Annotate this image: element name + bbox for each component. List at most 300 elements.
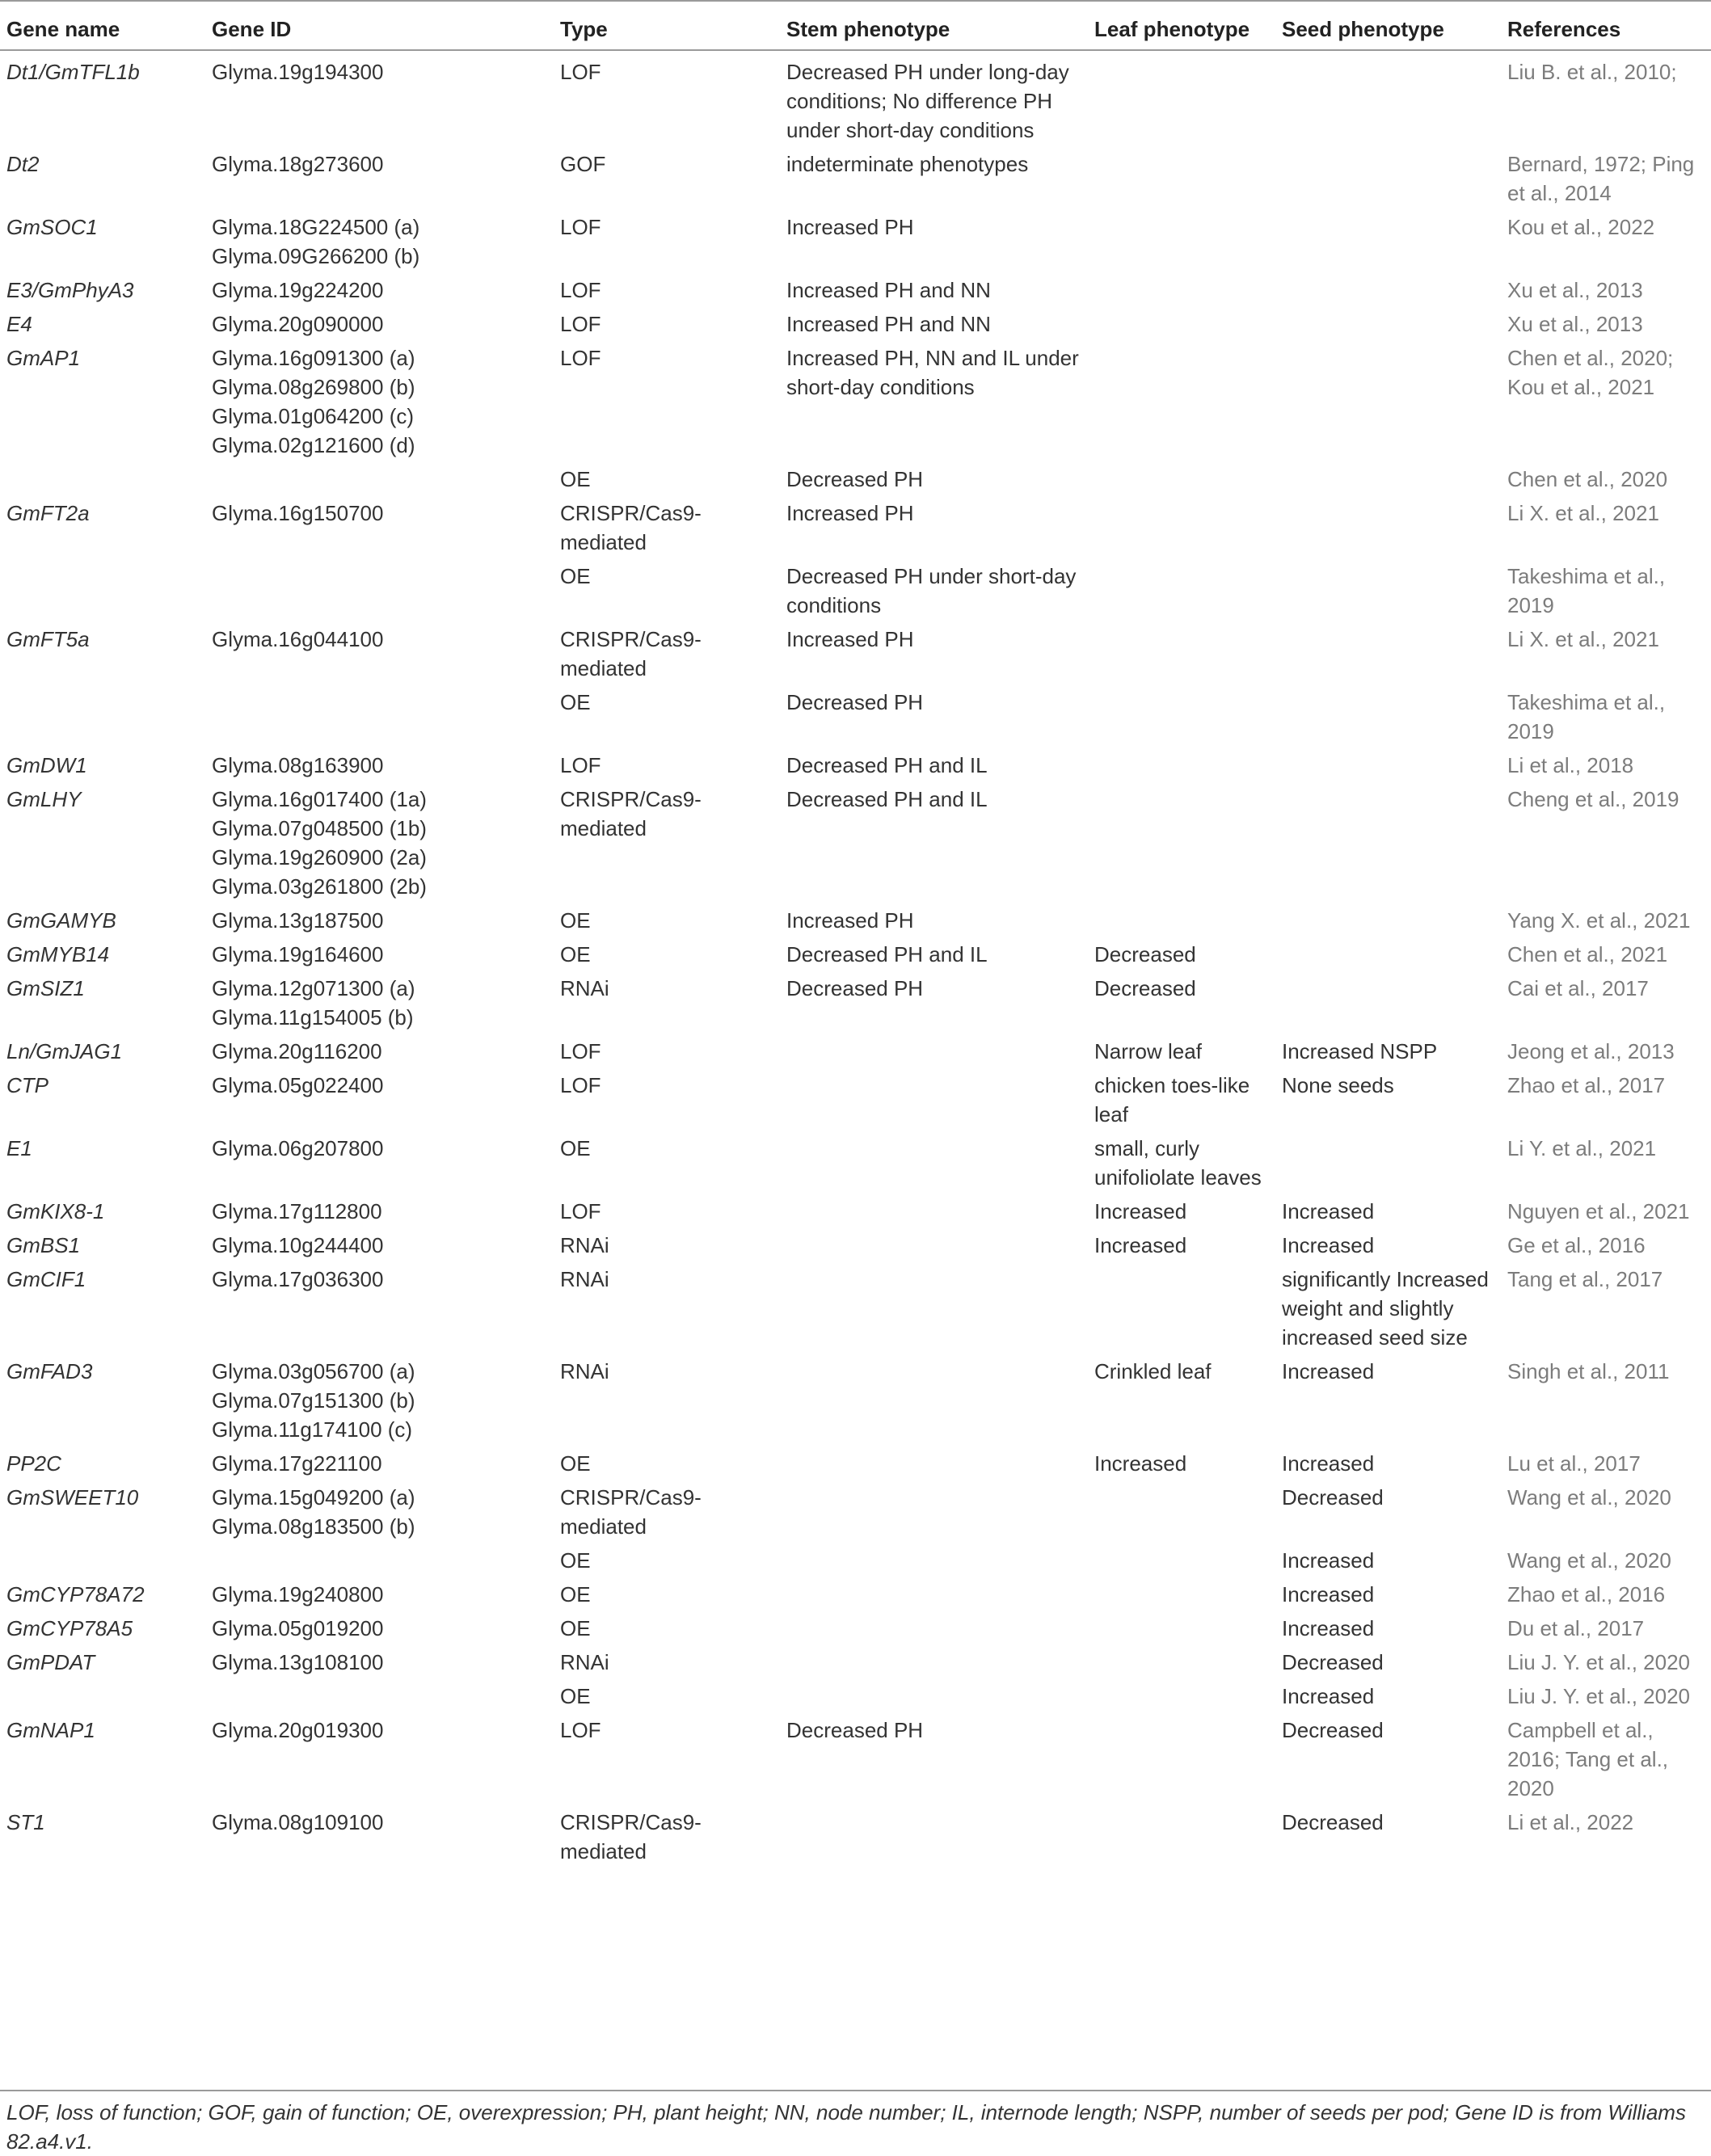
type-cell: OE — [560, 942, 591, 966]
gene-id: Glyma.11g154005 (b) — [212, 1005, 414, 1030]
gene-id-cell — [205, 1577, 554, 1611]
leaf-phenotype-cell: Narrow leaf — [1094, 1039, 1202, 1063]
reference-cell: Singh et al., 2011 — [1507, 1359, 1670, 1383]
stem-phenotype-cell — [780, 1446, 1088, 1480]
table-row — [0, 1354, 1711, 1446]
type-cell: RNAi — [560, 1233, 609, 1257]
gene-name-cell: GmAP1 — [6, 346, 81, 370]
reference-cell: Chen et al., 2020 — [1507, 467, 1668, 491]
leaf-phenotype-cell: chicken toes-like leaf — [1094, 1073, 1250, 1126]
leaf-phenotype-cell — [1088, 559, 1275, 622]
table-header — [0, 1, 1711, 50]
leaf-phenotype-cell — [1088, 1543, 1275, 1577]
type-cell: LOF — [560, 312, 601, 336]
gene-id-cell — [205, 1262, 554, 1354]
stem-phenotype-cell: Decreased PH under long-day conditions; No difference PH under short-day conditions — [786, 60, 1069, 142]
gene-id-cell — [205, 782, 554, 903]
type-cell: LOF — [560, 753, 601, 777]
table-row — [0, 1131, 1711, 1194]
type-cell: CRISPR/Cas9-mediated — [560, 787, 702, 840]
stem-phenotype-cell — [780, 1068, 1088, 1131]
gene-id: Glyma.02g121600 (d) — [212, 433, 415, 457]
table-row — [0, 341, 1711, 462]
reference-cell: Bernard, 1972; Ping et al., 2014 — [1507, 152, 1695, 205]
table-row — [0, 1543, 1711, 1577]
gene-id-cell — [205, 1543, 554, 1577]
seed-phenotype-cell — [1275, 496, 1501, 559]
stem-phenotype-cell — [780, 1131, 1088, 1194]
stem-phenotype-cell: Decreased PH under short-day conditions — [786, 564, 1077, 617]
type-cell: RNAi — [560, 1267, 609, 1291]
gene-name-cell: GmGAMYB — [6, 908, 116, 933]
type-cell: RNAi — [560, 976, 609, 1000]
type-cell: OE — [560, 908, 591, 933]
gene-name-cell: GmSWEET10 — [6, 1485, 139, 1510]
seed-phenotype-cell — [1275, 210, 1501, 273]
gene-name-cell: E3/GmPhyA3 — [6, 278, 134, 302]
stem-phenotype-cell — [780, 1354, 1088, 1446]
stem-phenotype-cell: Decreased PH — [786, 690, 924, 714]
gene-id: Glyma.09G266200 (b) — [212, 244, 420, 268]
reference-cell: Wang et al., 2020 — [1507, 1485, 1671, 1510]
seed-phenotype-cell — [1275, 462, 1501, 496]
seed-phenotype-cell: Increased — [1282, 1451, 1375, 1476]
seed-phenotype-cell — [1275, 341, 1501, 462]
gene-id: Glyma.19g194300 — [212, 60, 384, 84]
gene-id: Glyma.18g273600 — [212, 152, 384, 176]
gene-id: Glyma.19g260900 (2a) — [212, 845, 427, 870]
stem-phenotype-cell — [780, 1577, 1088, 1611]
gene-id: Glyma.17g036300 — [212, 1267, 384, 1291]
gene-id: Glyma.03g056700 (a) — [212, 1359, 415, 1383]
leaf-phenotype-cell — [1088, 462, 1275, 496]
gene-id: Glyma.20g090000 — [212, 312, 384, 336]
leaf-phenotype-cell: Crinkled leaf — [1094, 1359, 1212, 1383]
seed-phenotype-cell: Decreased — [1282, 1810, 1384, 1834]
gene-id-cell — [205, 1194, 554, 1228]
stem-phenotype-cell — [780, 1543, 1088, 1577]
type-cell: LOF — [560, 346, 601, 370]
stem-phenotype-cell: Increased PH — [786, 215, 914, 239]
gene-id-cell — [205, 622, 554, 685]
reference-cell: Takeshima et al., 2019 — [1507, 690, 1666, 743]
gene-id: Glyma.19g240800 — [212, 1582, 384, 1606]
gene-id: Glyma.13g108100 — [212, 1650, 384, 1674]
gene-id: Glyma.06g207800 — [212, 1136, 384, 1160]
stem-phenotype-cell: indeterminate phenotypes — [786, 152, 1029, 176]
gene-id-cell — [205, 1645, 554, 1679]
reference-cell: Liu J. Y. et al., 2020 — [1507, 1684, 1690, 1708]
gene-id: Glyma.07g151300 (b) — [212, 1388, 415, 1413]
reference-cell: Takeshima et al., 2019 — [1507, 564, 1666, 617]
seed-phenotype-cell — [1275, 559, 1501, 622]
leaf-phenotype-cell — [1088, 748, 1275, 782]
reference-cell: Liu B. et al., 2010; — [1507, 60, 1677, 84]
type-cell: CRISPR/Cas9-mediated — [560, 1810, 702, 1863]
table-row — [0, 1577, 1711, 1611]
type-cell: OE — [560, 1136, 591, 1160]
type-cell: OE — [560, 1616, 591, 1640]
type-cell: OE — [560, 1684, 591, 1708]
seed-phenotype-cell: Increased — [1282, 1233, 1375, 1257]
stem-phenotype-cell: Increased PH and NN — [786, 278, 991, 302]
type-cell: OE — [560, 1548, 591, 1573]
leaf-phenotype-cell: small, curly unifoliolate leaves — [1094, 1136, 1262, 1190]
gene-id: Glyma.16g150700 — [212, 501, 384, 525]
type-cell: LOF — [560, 215, 601, 239]
reference-cell: Chen et al., 2021 — [1507, 942, 1668, 966]
gene-id-cell — [205, 685, 554, 748]
stem-phenotype-cell — [780, 1679, 1088, 1713]
stem-phenotype-cell — [780, 1262, 1088, 1354]
seed-phenotype-cell: Increased — [1282, 1199, 1375, 1223]
stem-phenotype-cell: Decreased PH and IL — [786, 753, 988, 777]
leaf-phenotype-cell — [1088, 1262, 1275, 1354]
table-row — [0, 1228, 1711, 1262]
type-cell: RNAi — [560, 1359, 609, 1383]
gene-id-cell — [205, 496, 554, 559]
reference-cell: Li X. et al., 2021 — [1507, 627, 1659, 651]
reference-cell: Ge et al., 2016 — [1507, 1233, 1646, 1257]
table-row — [0, 147, 1711, 210]
table-body — [0, 50, 1711, 1871]
type-cell: RNAi — [560, 1650, 609, 1674]
leaf-phenotype-cell — [1088, 210, 1275, 273]
stem-phenotype-cell — [780, 1228, 1088, 1262]
table-row — [0, 903, 1711, 937]
stem-phenotype-cell: Decreased PH and IL — [786, 942, 988, 966]
type-cell: GOF — [560, 152, 606, 176]
type-cell: LOF — [560, 278, 601, 302]
type-cell: LOF — [560, 60, 601, 84]
type-cell: LOF — [560, 1073, 601, 1097]
gene-id: Glyma.07g048500 (1b) — [212, 816, 427, 840]
gene-name-cell: Ln/GmJAG1 — [6, 1039, 123, 1063]
table-row — [0, 496, 1711, 559]
gene-id-cell — [205, 307, 554, 341]
seed-phenotype-cell: Increased — [1282, 1684, 1375, 1708]
leaf-phenotype-cell — [1088, 1611, 1275, 1645]
stem-phenotype-cell: Decreased PH and IL — [786, 787, 988, 811]
type-cell: CRISPR/Cas9-mediated — [560, 501, 702, 554]
reference-cell: Jeong et al., 2013 — [1507, 1039, 1675, 1063]
seed-phenotype-cell — [1275, 622, 1501, 685]
header-row — [0, 1, 1711, 50]
header-references: References — [1501, 1, 1711, 50]
header-gene-id: Gene ID — [205, 1, 554, 50]
stem-phenotype-cell — [780, 1034, 1088, 1068]
table-row — [0, 1068, 1711, 1131]
leaf-phenotype-cell — [1088, 341, 1275, 462]
stem-phenotype-cell: Increased PH — [786, 501, 914, 525]
gene-name-cell — [0, 1543, 205, 1577]
stem-phenotype-cell — [780, 1645, 1088, 1679]
table-row — [0, 622, 1711, 685]
gene-id: Glyma.17g112800 — [212, 1199, 382, 1223]
table-row — [0, 559, 1711, 622]
header-gene-name: Gene name — [0, 1, 205, 50]
leaf-phenotype-cell: Decreased — [1094, 942, 1196, 966]
table-row — [0, 1034, 1711, 1068]
gene-id-cell — [205, 273, 554, 307]
stem-phenotype-cell: Increased PH — [786, 627, 914, 651]
gene-name-cell: GmCYP78A72 — [6, 1582, 145, 1606]
gene-id-cell — [205, 937, 554, 971]
gene-id-cell — [205, 210, 554, 273]
gene-id-cell — [205, 1068, 554, 1131]
reference-cell: Liu J. Y. et al., 2020 — [1507, 1650, 1690, 1674]
leaf-phenotype-cell — [1088, 273, 1275, 307]
gene-name-cell: GmFT5a — [6, 627, 90, 651]
type-cell: OE — [560, 1451, 591, 1476]
seed-phenotype-cell — [1275, 147, 1501, 210]
stem-phenotype-cell: Decreased PH — [786, 467, 924, 491]
table-footnote: LOF, loss of function; GOF, gain of function; OE, overexpression; PH, plant height; NN, node number; IL, internode length; NSPP, number of seeds per pod; Gene ID is from Williams 82.a4.v1. — [0, 2090, 1711, 2156]
gene-id: Glyma.16g044100 — [212, 627, 384, 651]
seed-phenotype-cell: Increased NSPP — [1282, 1039, 1438, 1063]
seed-phenotype-cell: Increased — [1282, 1359, 1375, 1383]
leaf-phenotype-cell — [1088, 1713, 1275, 1805]
leaf-phenotype-cell: Increased — [1094, 1451, 1187, 1476]
table-row — [0, 1713, 1711, 1805]
gene-id-cell — [205, 1480, 554, 1543]
gene-id: Glyma.08g183500 (b) — [212, 1514, 415, 1539]
seed-phenotype-cell: Decreased — [1282, 1485, 1384, 1510]
reference-cell: Li X. et al., 2021 — [1507, 501, 1659, 525]
gene-name-cell: E4 — [6, 312, 32, 336]
gene-id-cell — [205, 1034, 554, 1068]
gene-id-cell — [205, 1446, 554, 1480]
reference-cell: Li et al., 2018 — [1507, 753, 1634, 777]
gene-id-cell — [205, 559, 554, 622]
gene-id: Glyma.12g071300 (a) — [212, 976, 415, 1000]
leaf-phenotype-cell — [1088, 782, 1275, 903]
table-row — [0, 1446, 1711, 1480]
reference-cell: Lu et al., 2017 — [1507, 1451, 1641, 1476]
seed-phenotype-cell — [1275, 50, 1501, 147]
gene-name-cell: GmFT2a — [6, 501, 90, 525]
type-cell: OE — [560, 1582, 591, 1606]
stem-phenotype-cell — [780, 1611, 1088, 1645]
seed-phenotype-cell — [1275, 307, 1501, 341]
leaf-phenotype-cell — [1088, 1645, 1275, 1679]
gene-id: Glyma.05g019200 — [212, 1616, 384, 1640]
gene-id: Glyma.03g261800 (2b) — [212, 874, 427, 899]
stem-phenotype-cell: Increased PH, NN and IL under short-day conditions — [786, 346, 1079, 399]
reference-cell: Kou et al., 2022 — [1507, 215, 1655, 239]
gene-id-cell — [205, 1713, 554, 1805]
type-cell: LOF — [560, 1039, 601, 1063]
gene-id-cell — [205, 1611, 554, 1645]
reference-cell: Campbell et al., 2016; Tang et al., 2020 — [1507, 1718, 1669, 1800]
header-type: Type — [554, 1, 780, 50]
gene-name-cell: GmFAD3 — [6, 1359, 93, 1383]
gene-id-cell — [205, 1228, 554, 1262]
gene-name-cell — [0, 462, 205, 496]
type-cell: LOF — [560, 1718, 601, 1742]
gene-id: Glyma.17g221100 — [212, 1451, 382, 1476]
reference-cell: Xu et al., 2013 — [1507, 278, 1643, 302]
table-row — [0, 1480, 1711, 1543]
gene-name-cell: GmKIX8-1 — [6, 1199, 105, 1223]
reference-cell: Li et al., 2022 — [1507, 1810, 1634, 1834]
gene-id-cell — [205, 1679, 554, 1713]
leaf-phenotype-cell — [1088, 903, 1275, 937]
reference-cell: Cheng et al., 2019 — [1507, 787, 1679, 811]
gene-id-cell — [205, 50, 554, 147]
gene-id-cell — [205, 341, 554, 462]
gene-name-cell — [0, 1679, 205, 1713]
gene-name-cell: GmDW1 — [6, 753, 87, 777]
stem-phenotype-cell — [780, 1480, 1088, 1543]
gene-name-cell: E1 — [6, 1136, 32, 1160]
seed-phenotype-cell — [1275, 1131, 1501, 1194]
leaf-phenotype-cell — [1088, 1679, 1275, 1713]
header-seed-phenotype: Seed phenotype — [1275, 1, 1501, 50]
table-row — [0, 273, 1711, 307]
reference-cell: Du et al., 2017 — [1507, 1616, 1645, 1640]
gene-id: Glyma.08g269800 (b) — [212, 375, 415, 399]
table-row — [0, 782, 1711, 903]
gene-name-cell — [0, 685, 205, 748]
seed-phenotype-cell — [1275, 903, 1501, 937]
gene-id: Glyma.16g017400 (1a) — [212, 787, 427, 811]
table-row — [0, 1679, 1711, 1713]
gene-name-cell: GmNAP1 — [6, 1718, 95, 1742]
gene-id-cell — [205, 462, 554, 496]
reference-cell: Zhao et al., 2016 — [1507, 1582, 1666, 1606]
reference-cell: Cai et al., 2017 — [1507, 976, 1649, 1000]
gene-name-cell: Dt1/GmTFL1b — [6, 60, 140, 84]
reference-cell: Xu et al., 2013 — [1507, 312, 1643, 336]
gene-id-cell — [205, 1131, 554, 1194]
gene-id-cell — [205, 1354, 554, 1446]
gene-name-cell: GmCYP78A5 — [6, 1616, 133, 1640]
reference-cell: Yang X. et al., 2021 — [1507, 908, 1691, 933]
seed-phenotype-cell — [1275, 273, 1501, 307]
gene-id-cell — [205, 147, 554, 210]
gene-id: Glyma.01g064200 (c) — [212, 404, 415, 428]
gene-name-cell — [0, 559, 205, 622]
seed-phenotype-cell: None seeds — [1282, 1073, 1394, 1097]
stem-phenotype-cell: Increased PH — [786, 908, 914, 933]
seed-phenotype-cell: significantly Increased weight and slightly increased seed size — [1282, 1267, 1489, 1350]
gene-id-cell — [205, 748, 554, 782]
seed-phenotype-cell — [1275, 685, 1501, 748]
stem-phenotype-cell: Increased PH and NN — [786, 312, 991, 336]
type-cell: OE — [560, 467, 591, 491]
header-stem-phenotype: Stem phenotype — [780, 1, 1088, 50]
table-row — [0, 685, 1711, 748]
gene-name-cell: GmSIZ1 — [6, 976, 85, 1000]
stem-phenotype-cell — [780, 1805, 1088, 1871]
table-row — [0, 462, 1711, 496]
leaf-phenotype-cell — [1088, 147, 1275, 210]
seed-phenotype-cell: Increased — [1282, 1548, 1375, 1573]
gene-id: Glyma.20g019300 — [212, 1718, 384, 1742]
gene-id: Glyma.18G224500 (a) — [212, 215, 420, 239]
seed-phenotype-cell — [1275, 937, 1501, 971]
reference-cell: Chen et al., 2020; Kou et al., 2021 — [1507, 346, 1674, 399]
leaf-phenotype-cell — [1088, 50, 1275, 147]
seed-phenotype-cell: Increased — [1282, 1582, 1375, 1606]
leaf-phenotype-cell — [1088, 1480, 1275, 1543]
seed-phenotype-cell — [1275, 782, 1501, 903]
table-row — [0, 748, 1711, 782]
gene-id: Glyma.13g187500 — [212, 908, 384, 933]
table-row — [0, 50, 1711, 147]
gene-id: Glyma.05g022400 — [212, 1073, 384, 1097]
gene-name-cell: ST1 — [6, 1810, 45, 1834]
gene-name-cell: PP2C — [6, 1451, 61, 1476]
gene-id: Glyma.08g109100 — [212, 1810, 384, 1834]
leaf-phenotype-cell — [1088, 307, 1275, 341]
leaf-phenotype-cell: Decreased — [1094, 976, 1196, 1000]
gene-id: Glyma.19g164600 — [212, 942, 384, 966]
gene-name-cell: CTP — [6, 1073, 48, 1097]
gene-name-cell: GmPDAT — [6, 1650, 95, 1674]
gene-name-cell: GmCIF1 — [6, 1267, 86, 1291]
reference-cell: Tang et al., 2017 — [1507, 1267, 1663, 1291]
leaf-phenotype-cell — [1088, 622, 1275, 685]
gene-name-cell: GmLHY — [6, 787, 82, 811]
table-row — [0, 210, 1711, 273]
gene-name-cell: Dt2 — [6, 152, 40, 176]
reference-cell: Zhao et al., 2017 — [1507, 1073, 1666, 1097]
leaf-phenotype-cell — [1088, 1805, 1275, 1871]
gene-id: Glyma.10g244400 — [212, 1233, 384, 1257]
table-row — [0, 1645, 1711, 1679]
seed-phenotype-cell: Decreased — [1282, 1718, 1384, 1742]
seed-phenotype-cell: Decreased — [1282, 1650, 1384, 1674]
table-row — [0, 1805, 1711, 1871]
gene-id-cell — [205, 1805, 554, 1871]
table-row — [0, 1611, 1711, 1645]
table-row — [0, 937, 1711, 971]
seed-phenotype-cell: Increased — [1282, 1616, 1375, 1640]
leaf-phenotype-cell: Increased — [1094, 1199, 1187, 1223]
gene-name-cell: GmBS1 — [6, 1233, 81, 1257]
gene-id-cell — [205, 971, 554, 1034]
stem-phenotype-cell — [780, 1194, 1088, 1228]
leaf-phenotype-cell — [1088, 685, 1275, 748]
table-row — [0, 1194, 1711, 1228]
gene-id-cell — [205, 903, 554, 937]
table-row — [0, 971, 1711, 1034]
reference-cell: Nguyen et al., 2021 — [1507, 1199, 1690, 1223]
gene-id: Glyma.20g116200 — [212, 1039, 382, 1063]
type-cell: CRISPR/Cas9-mediated — [560, 627, 702, 680]
type-cell: CRISPR/Cas9-mediated — [560, 1485, 702, 1539]
type-cell: OE — [560, 564, 591, 588]
gene-id: Glyma.11g174100 (c) — [212, 1417, 413, 1442]
leaf-phenotype-cell: Increased — [1094, 1233, 1187, 1257]
table-row — [0, 1262, 1711, 1354]
table-row — [0, 307, 1711, 341]
type-cell: OE — [560, 690, 591, 714]
gene-id: Glyma.08g163900 — [212, 753, 384, 777]
gene-id: Glyma.19g224200 — [212, 278, 384, 302]
type-cell: LOF — [560, 1199, 601, 1223]
reference-cell: Wang et al., 2020 — [1507, 1548, 1671, 1573]
gene-name-cell: GmSOC1 — [6, 215, 98, 239]
seed-phenotype-cell — [1275, 971, 1501, 1034]
gene-name-cell: GmMYB14 — [6, 942, 110, 966]
header-leaf-phenotype: Leaf phenotype — [1088, 1, 1275, 50]
reference-cell: Li Y. et al., 2021 — [1507, 1136, 1657, 1160]
leaf-phenotype-cell — [1088, 1577, 1275, 1611]
stem-phenotype-cell: Decreased PH — [786, 1718, 924, 1742]
